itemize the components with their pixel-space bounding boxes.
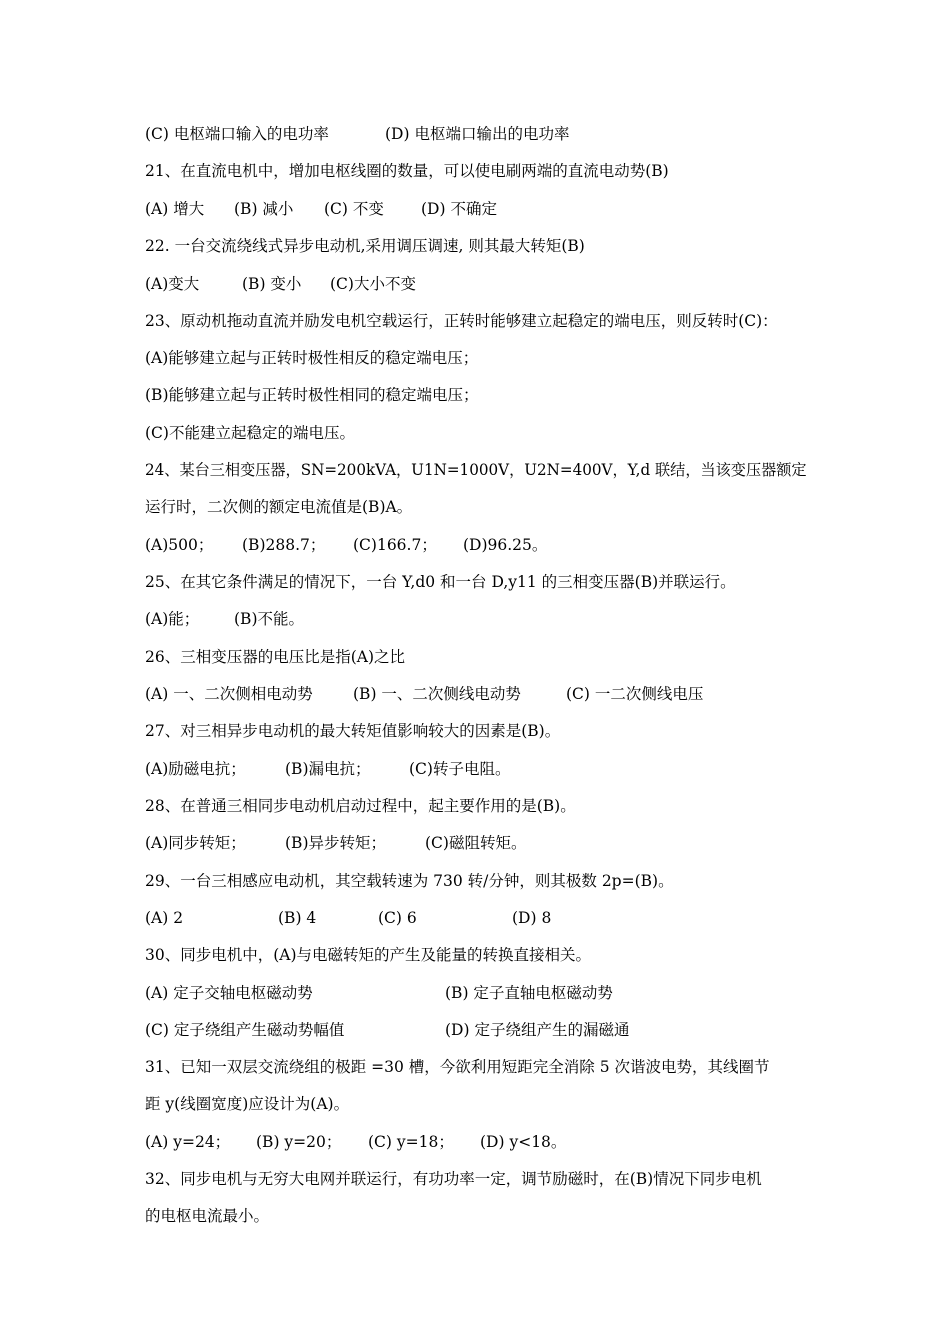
option: (B) 4 <box>278 909 317 927</box>
text-line: (A)能够建立起与正转时极性相反的稳定端电压； <box>145 349 479 367</box>
option: (B) 减小 <box>234 200 294 218</box>
option: (B) 变小 <box>242 275 302 293</box>
option: (D) 8 <box>512 909 552 927</box>
option: (C) 不变 <box>324 200 384 218</box>
question-text: 32、同步电机与无穷大电网并联运行，有功功率一定，调节励磁时，在(B)情况下同步电机 <box>145 1170 762 1188</box>
question-text: 28、在普通三相同步电动机启动过程中，起主要作用的是(B)。 <box>145 797 576 815</box>
option: (C)磁阻转矩。 <box>425 834 527 852</box>
option: (A) 一、二次侧相电动势 <box>145 685 313 703</box>
question-text: 30、同步电机中，(A)与电磁转矩的产生及能量的转换直接相关。 <box>145 946 592 964</box>
option: (B) y=20； <box>256 1133 342 1151</box>
option: (D) 电枢端口输出的电功率 <box>385 125 570 143</box>
question-text: 27、对三相异步电动机的最大转矩值影响较大的因素是(B)。 <box>145 722 561 740</box>
question-text: 26、三相变压器的电压比是指(A)之比 <box>145 648 406 666</box>
option: (A)同步转矩； <box>145 834 246 852</box>
option: (B) 一、二次侧线电动势 <box>353 685 521 703</box>
text-line: 运行时，二次侧的额定电流值是(B)A。 <box>145 498 413 516</box>
option: (A) 增大 <box>145 200 205 218</box>
option: (B)异步转矩； <box>285 834 386 852</box>
option: (C) 一二次侧线电压 <box>566 685 704 703</box>
option: (D) y<18。 <box>480 1133 567 1151</box>
option: (C)166.7； <box>353 536 437 554</box>
option: (A) y=24； <box>145 1133 231 1151</box>
option: (B) 定子直轴电枢磁动势 <box>445 984 613 1002</box>
option: (B)不能。 <box>234 610 304 628</box>
text-line: 的电枢电流最小。 <box>145 1207 270 1225</box>
question-text: 25、在其它条件满足的情况下，一台 Y,d0 和一台 D,y11 的三相变压器(B)并联运行。 <box>145 573 736 591</box>
option: (C) 定子绕组产生磁动势幅值 <box>145 1021 345 1039</box>
option: (A) 2 <box>145 909 184 927</box>
question-text: 29、一台三相感应电动机，其空载转速为 730 转/分钟，则其极数 2p=(B)。 <box>145 872 674 890</box>
option: (C) 电枢端口输入的电功率 <box>145 125 329 143</box>
option: (C) y=18； <box>368 1133 454 1151</box>
option: (A) 定子交轴电枢磁动势 <box>145 984 313 1002</box>
question-text: 22. 一台交流绕线式异步电动机,采用调压调速, 则其最大转矩(B) <box>145 237 585 255</box>
question-text: 21、在直流电机中，增加电枢线圈的数量，可以使电刷两端的直流电动势(B) <box>145 162 669 180</box>
option: (A)变大 <box>145 275 200 293</box>
option: (B)288.7； <box>242 536 326 554</box>
option: (C)转子电阻。 <box>409 760 511 778</box>
option: (B)漏电抗； <box>285 760 371 778</box>
text-line: (C)不能建立起稳定的端电压。 <box>145 424 355 442</box>
text-line: (B)能够建立起与正转时极性相同的稳定端电压； <box>145 386 479 404</box>
text-line: 距 y(线圈宽度)应设计为(A)。 <box>145 1095 350 1113</box>
option: (A)励磁电抗； <box>145 760 246 778</box>
option: (D) 定子绕组产生的漏磁通 <box>445 1021 630 1039</box>
option: (A)500； <box>145 536 214 554</box>
option: (D) 不确定 <box>421 200 497 218</box>
question-text: 31、已知一双层交流绕组的极距 =30 槽，今欲利用短距完全消除 5 次谐波电势，其线圈节 <box>145 1058 770 1076</box>
question-text: 24、某台三相变压器，SN=200kVA，U1N=1000V，U2N=400V，Y,d 联结，当该变压器额定 <box>145 461 807 479</box>
question-text: 23、原动机拖动直流并励发电机空载运行，正转时能够建立起稳定的端电压，则反转时(C)： <box>145 312 778 330</box>
option: (C)大小不变 <box>330 275 416 293</box>
option: (D)96.25。 <box>463 536 548 554</box>
option: (C) 6 <box>378 909 417 927</box>
option: (A)能； <box>145 610 200 628</box>
